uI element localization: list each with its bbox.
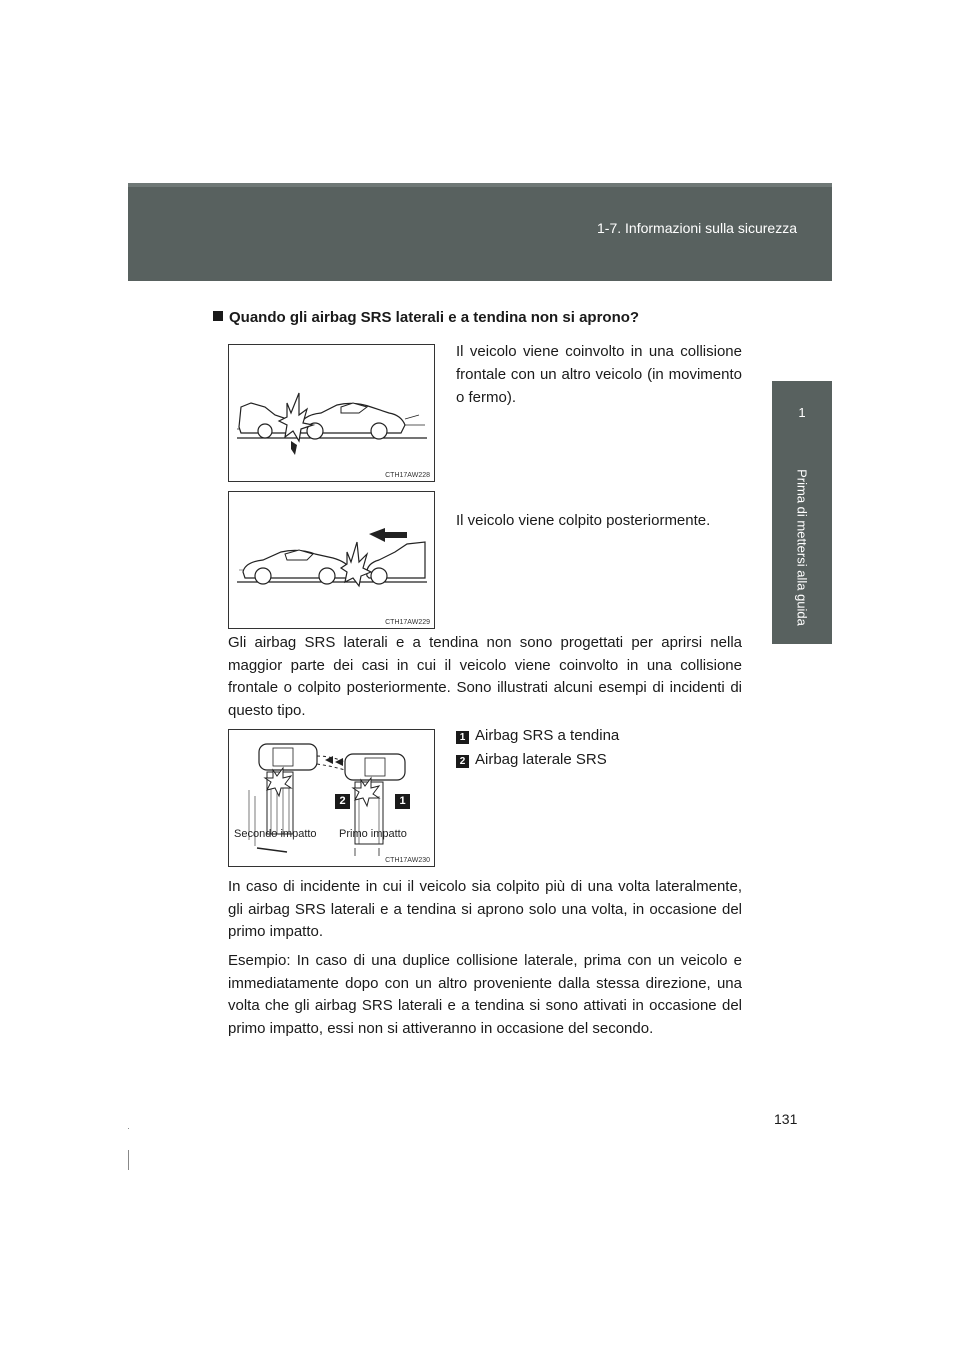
chapter-title: Prima di mettersi alla guida	[794, 469, 810, 626]
legend-label: Airbag laterale SRS	[475, 751, 607, 768]
figure-code: CTH17AW228	[385, 472, 430, 479]
page-number: 131	[774, 1111, 798, 1127]
margin-mark	[128, 1128, 129, 1129]
paragraph-explanation: Gli airbag SRS laterali e a tendina non sono progettati per aprirsi nella maggior parte dei casi in cui il veicolo viene coinvolto in una collisione frontale o colpito posteriormente. Sono illustrati alcuni esempi di incidenti di questo tipo.	[228, 634, 742, 719]
figure-code: CTH17AW230	[385, 857, 430, 864]
heading-text: Quando gli airbag SRS laterali e a tendina non si aprono?	[229, 309, 640, 326]
chapter-tab	[772, 381, 832, 449]
chapter-title-vertical	[789, 450, 815, 640]
rear-collision-illustration	[229, 492, 434, 628]
legend-badge: 2	[456, 755, 469, 768]
figure-1-description: Il veicolo viene coinvolto in una collisione frontale con un altro veicolo (in movimento o fermo).	[456, 343, 742, 406]
frontal-collision-illustration	[229, 345, 434, 481]
label-first-impact: Primo impatto	[339, 828, 407, 840]
paragraph-example: Esempio: In caso di una duplice collisione laterale, prima con un veicolo e immediatamente dopo con un altro proveniente dalla stessa direzione, una volta che gli airbag SRS laterali e a tendina si sono attivati in occasione del primo impatto, essi non si attiveranno in occasione del secondo.	[228, 952, 742, 1037]
figure-rear-collision	[228, 491, 435, 629]
section-title: 1-7. Informazioni sulla sicurezza	[597, 220, 797, 236]
figure-double-side-collision	[228, 729, 435, 867]
legend-item-curtain-airbag	[456, 727, 619, 744]
figure-frontal-collision	[228, 344, 435, 482]
figure-code: CTH17AW229	[385, 619, 430, 626]
legend-label: Airbag SRS a tendina	[475, 727, 620, 744]
figure-2-description: Il veicolo viene colpito posteriormente.	[456, 512, 711, 529]
legend-badge: 1	[456, 731, 469, 744]
paragraph-multiple-impacts: In caso di incidente in cui il veicolo sia colpito più di una volta lateralmente, gli airbag SRS laterali e a tendina si aprono solo una volta, in occasione del primo impatto.	[228, 878, 742, 940]
label-second-impact: Secondo impatto	[234, 828, 317, 840]
legend-item-side-airbag	[456, 751, 607, 768]
heading-square-icon	[213, 311, 223, 321]
chapter-number: 1	[798, 405, 806, 420]
callout-badge-2: 2	[335, 794, 356, 809]
margin-mark	[128, 1150, 129, 1170]
header-topline	[128, 183, 832, 187]
callout-badge-1: 1	[395, 794, 416, 809]
question-heading	[213, 309, 639, 326]
